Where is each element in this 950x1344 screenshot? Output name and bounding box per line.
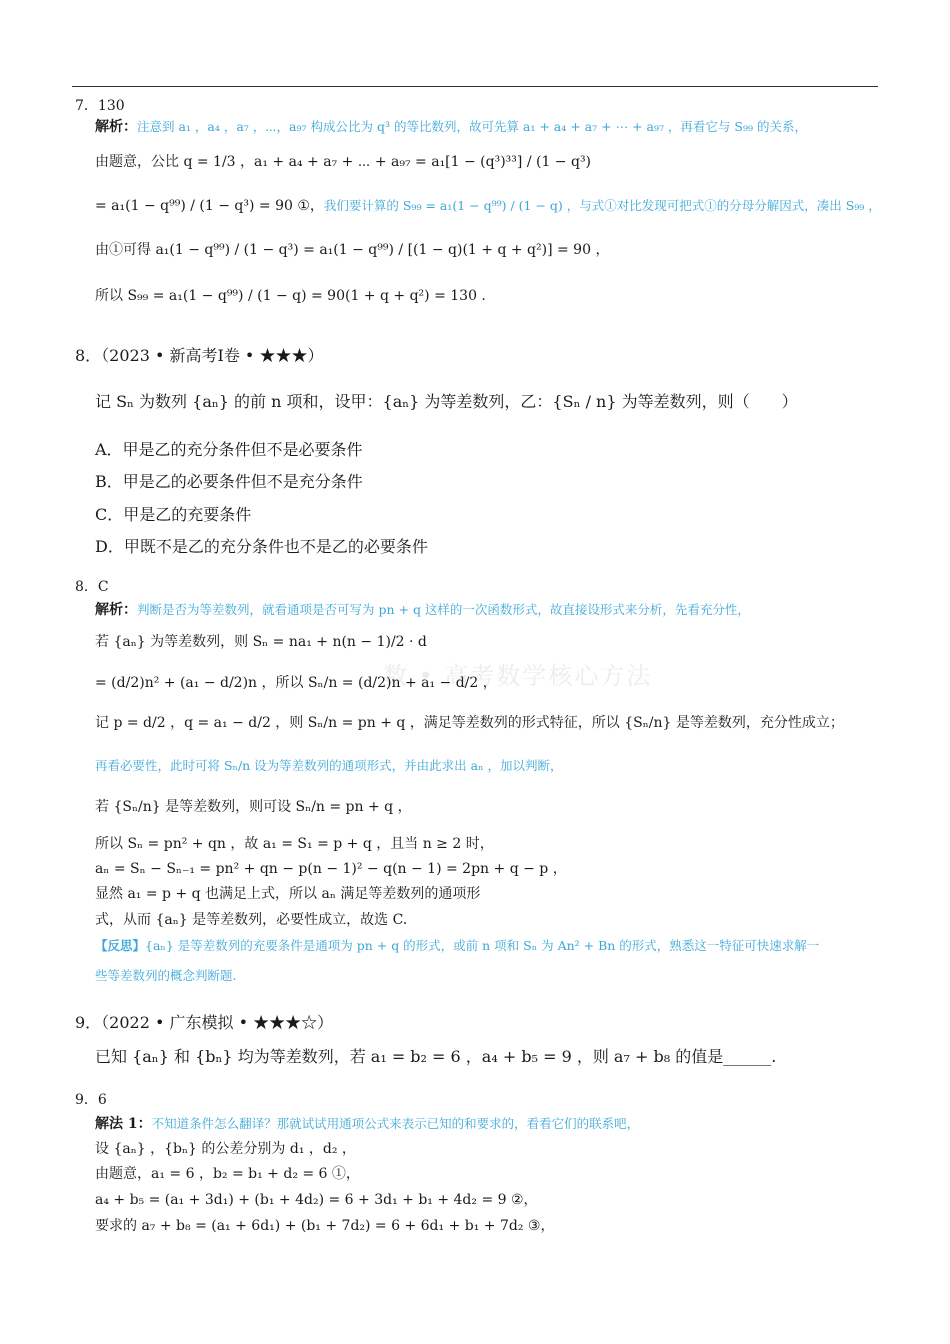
reflection-note: {aₙ} 是等差数列的充要条件是通项为 pn + q 的形式，或前 n 项和 Sₙ 为 An² + Bn 的形式，熟悉这一特征可快速求解一 — [145, 938, 820, 953]
solution-line: a₄ + b₅ = (a₁ + 3d₁) + (b₁ + 4d₂) = 6 + 3d₁ + b₁ + 4d₂ = 9 ②， — [95, 1192, 538, 1208]
solution-line: aₙ = Sₙ − Sₙ₋₁ = pn² + qn − p(n − 1)² − q(n − 1) = 2pn + q − p ， — [95, 861, 567, 877]
solution-line: 显然 a₁ = p + q 也满足上式，所以 aₙ 满足等差数列的通项形 — [95, 886, 481, 902]
analysis-note: 再看必要性，此时可将 Sₙ/n 设为等差数列的通项形式，并由此求出 aₙ ，加以判断， — [95, 758, 563, 773]
solution-line: 若 {aₙ} 为等差数列，则 Sₙ = na₁ + n(n − 1)/2 · d — [95, 634, 427, 650]
solution-line: 式，从而 {aₙ} 是等差数列，必要性成立，故选 C. — [95, 912, 408, 928]
method-label: 解法 1： — [95, 1116, 152, 1132]
solution-line: 由题意，公比 q = 1/3 ，a₁ + a₄ + a₇ + ⋯ + a₉₇ = a₁[1 − (q³)³³] / (1 − q³) — [95, 154, 592, 170]
analysis-label: 解析： — [95, 119, 137, 135]
solution-line: 记 p = d/2 ，q = a₁ − d/2 ，则 Sₙ/n = pn + q ，满足等差数列的形式特征，所以 {Sₙ/n} 是等差数列，充分性成立； — [95, 715, 844, 731]
option-c: C．甲是乙的充要条件 — [95, 505, 252, 524]
solution-line: 由题意，a₁ = 6 ，b₂ = b₁ + d₂ = 6 ①， — [95, 1166, 360, 1182]
solution-line: 若 {Sₙ/n} 是等差数列，则可设 Sₙ/n = pn + q ， — [95, 799, 412, 815]
problem-8-heading: 8．（2023 • 新高考Ⅰ卷 • ★★★） — [75, 346, 324, 365]
analysis-note: 判断是否为等差数列，就看通项是否可写为 pn + q 这样的一次函数形式，故直接设形式来分析，先看充分性， — [137, 602, 750, 617]
header-rule — [72, 86, 878, 87]
solution-line — [95, 196, 881, 216]
reflection-note: 些等差数列的概念判断题. — [95, 968, 237, 983]
answer-7: 7．130 — [75, 98, 125, 114]
analysis-note: 我们要计算的 S₉₉ = a₁(1 − q⁹⁹) / (1 − q) ，与式①对比发现可把式①的分母分解因式，凑出 S₉₉ ， — [323, 198, 881, 213]
solution-line: 要求的 a₇ + b₈ = (a₁ + 6d₁) + (b₁ + 7d₂) = 6 + 6d₁ + b₁ + 7d₂ ③， — [95, 1218, 555, 1234]
solution-line: 设 {aₙ} ，{bₙ} 的公差分别为 d₁ ，d₂ ， — [95, 1141, 356, 1157]
problem-8-stem: 记 Sₙ 为数列 {aₙ} 的前 n 项和，设甲：{aₙ} 为等差数列，乙：{Sₙ / n} 为等差数列，则（ ） — [95, 392, 798, 411]
solution-line — [95, 117, 807, 137]
solution-line: 由①可得 a₁(1 − q⁹⁹) / (1 − q³) = a₁(1 − q⁹⁹) / [(1 − q)(1 + q + q²)] = 90 ， — [95, 242, 610, 258]
problem-9-heading: 9．（2022 • 广东模拟 • ★★★☆） — [75, 1013, 334, 1032]
answer-9: 9．6 — [75, 1092, 107, 1108]
reflection-label: 【反思】 — [95, 938, 146, 953]
option-b: B．甲是乙的必要条件但不是充分条件 — [95, 472, 363, 491]
solution-line: 所以 Sₙ = pn² + qn ，故 a₁ = S₁ = p + q ，且当 n ≥ 2 时， — [95, 836, 494, 852]
option-d: D．甲既不是乙的充分条件也不是乙的必要条件 — [95, 537, 428, 556]
problem-9-stem: 已知 {aₙ} 和 {bₙ} 均为等差数列，若 a₁ = b₂ = 6 ，a₄ + b₅ = 9 ，则 a₇ + b₈ 的值是______. — [95, 1047, 777, 1066]
solution-line: 所以 S₉₉ = a₁(1 − q⁹⁹) / (1 − q) = 90(1 + q + q²) = 130 . — [95, 288, 486, 304]
solution-line — [95, 1114, 639, 1134]
analysis-note: 注意到 a₁ ，a₄ ，a₇ ，⋯，a₉₇ 构成公比为 q³ 的等比数列，故可先算 a₁ + a₄ + a₇ + ⋯ + a₉₇ ，再看它与 S₉₉ 的关系， — [137, 119, 807, 134]
analysis-note: 不知道条件怎么翻译？那就试试用通项公式来表示已知的和要求的，看看它们的联系吧， — [151, 1116, 640, 1131]
option-a: A．甲是乙的充分条件但不是必要条件 — [95, 440, 363, 459]
analysis-label: 解析： — [95, 602, 137, 618]
answer-8: 8．C — [75, 579, 109, 595]
solution-line: = (d/2)n² + (a₁ − d/2)n ，所以 Sₙ/n = (d/2)n + a₁ − d/2 ， — [95, 675, 497, 691]
equation-1: = a₁(1 − q⁹⁹) / (1 − q³) = 90 ①， — [95, 198, 324, 214]
reflection-line — [95, 936, 819, 956]
watermark: 数 • 高考数学核心方法 — [383, 662, 653, 690]
solution-line — [95, 600, 750, 620]
